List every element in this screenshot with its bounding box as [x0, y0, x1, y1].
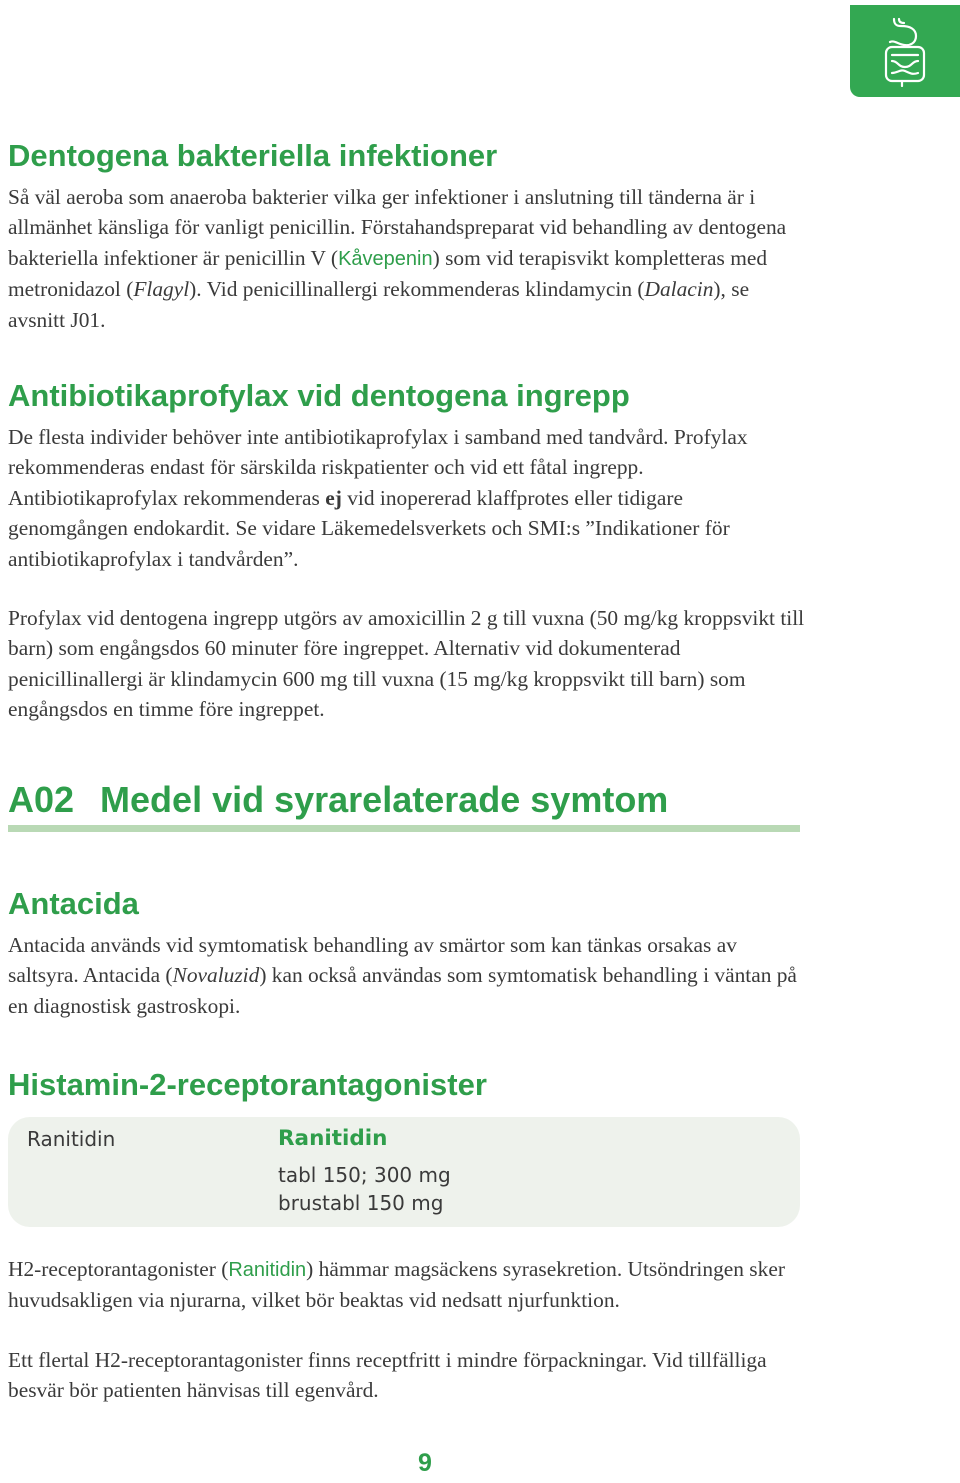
chapter-divider [8, 825, 800, 832]
substance-name: Ranitidin [27, 1127, 116, 1151]
product-forms: tabl 150; 300 mg brustabl 150 mg [278, 1163, 451, 1215]
drug-name-flagyl: Flagyl [133, 277, 190, 302]
drug-info-box [8, 1117, 800, 1227]
product-name: Ranitidin [278, 1126, 388, 1151]
emphasis-ej: ej [325, 485, 342, 510]
paragraph-antacida: Antacida används vid symtomatisk behandling av smärtor som kan tänkas orsakas av saltsyra. Antacida (Novaluzid) kan också användas som symtomatisk behandling i väntan på en diagnostisk gastroskopi. [8, 933, 797, 1018]
chapter-tab [850, 5, 960, 97]
paragraph-dentogena: Så väl aeroba som anaeroba bakterier vilka ger infektioner i anslutning till tänderna är i allmänhet känsliga för vanligt penicillin. Förstahandspreparat vid behandling av dentogena bakteriella infektioner är penicillin V (Kåvepenin) som vid terapisvikt kompletteras med metronidazol (Flagyl). Vid penicillinallergi rekommenderas klindamycin (Dalacin), se avsnitt J01. [8, 185, 787, 332]
drug-name-novaluzid: Novaluzid [172, 963, 260, 988]
heading-antibiotikaprofylax: Antibiotikaprofylax vid dentogena ingrepp [8, 378, 630, 413]
chapter-title: Medel vid syrarelaterade symtom [100, 779, 669, 820]
digestive-system-icon [880, 15, 930, 87]
paragraph-profylax-1: De flesta individer behöver inte antibiotikaprofylax i samband med tandvård. Profylax rekommenderas endast för särskilda riskpatienter och vid ett fåtal ingrepp. Antibiotikaprofylax rekommenderas ej vid inopererad klaffprotes eller tidigare genomgången endokardit. Se vidare Läkemedelsverkets och SMI:s ”Indikationer för antibiotikaprofylax i tandvården”. [8, 425, 748, 571]
paragraph-profylax-2: Profylax vid dentogena ingrepp utgörs av amoxicillin 2 g till vuxna (50 mg/kg kroppsvikt till barn) som engångsdos 60 minuter före ingreppet. Alternativ vid dokumenterad penicillinallergi är klindamycin 600 mg till vuxna (15 mg/kg kroppsvikt till barn) som engångsdos en timme före ingreppet. [8, 606, 805, 722]
drug-name-ranitidin: Ranitidin [228, 1259, 307, 1281]
heading-histamin: Histamin-2-receptorantagonister [8, 1067, 487, 1102]
drug-name-kavepenin: Kåvepenin [338, 247, 433, 270]
chapter-heading-a02 [8, 779, 668, 821]
paragraph-h2-2: Ett flertal H2-receptorantagonister finns receptfritt i mindre förpackningar. Vid tillfälliga besvär bör patienten hänvisas till egenvård. [8, 1348, 767, 1403]
heading-antacida: Antacida [8, 886, 139, 921]
page-number: 9 [418, 1449, 432, 1477]
chapter-code: A02 [8, 779, 75, 820]
heading-dentogena: Dentogena bakteriella infektioner [8, 138, 498, 173]
paragraph-h2-1: H2-receptorantagonister (Ranitidin) hämmar magsäckens syrasekretion. Utsöndringen sker huvudsakligen via njurarna, vilket bör beaktas vid nedsatt njurfunktion. [8, 1257, 785, 1313]
drug-name-dalacin: Dalacin [644, 277, 714, 302]
